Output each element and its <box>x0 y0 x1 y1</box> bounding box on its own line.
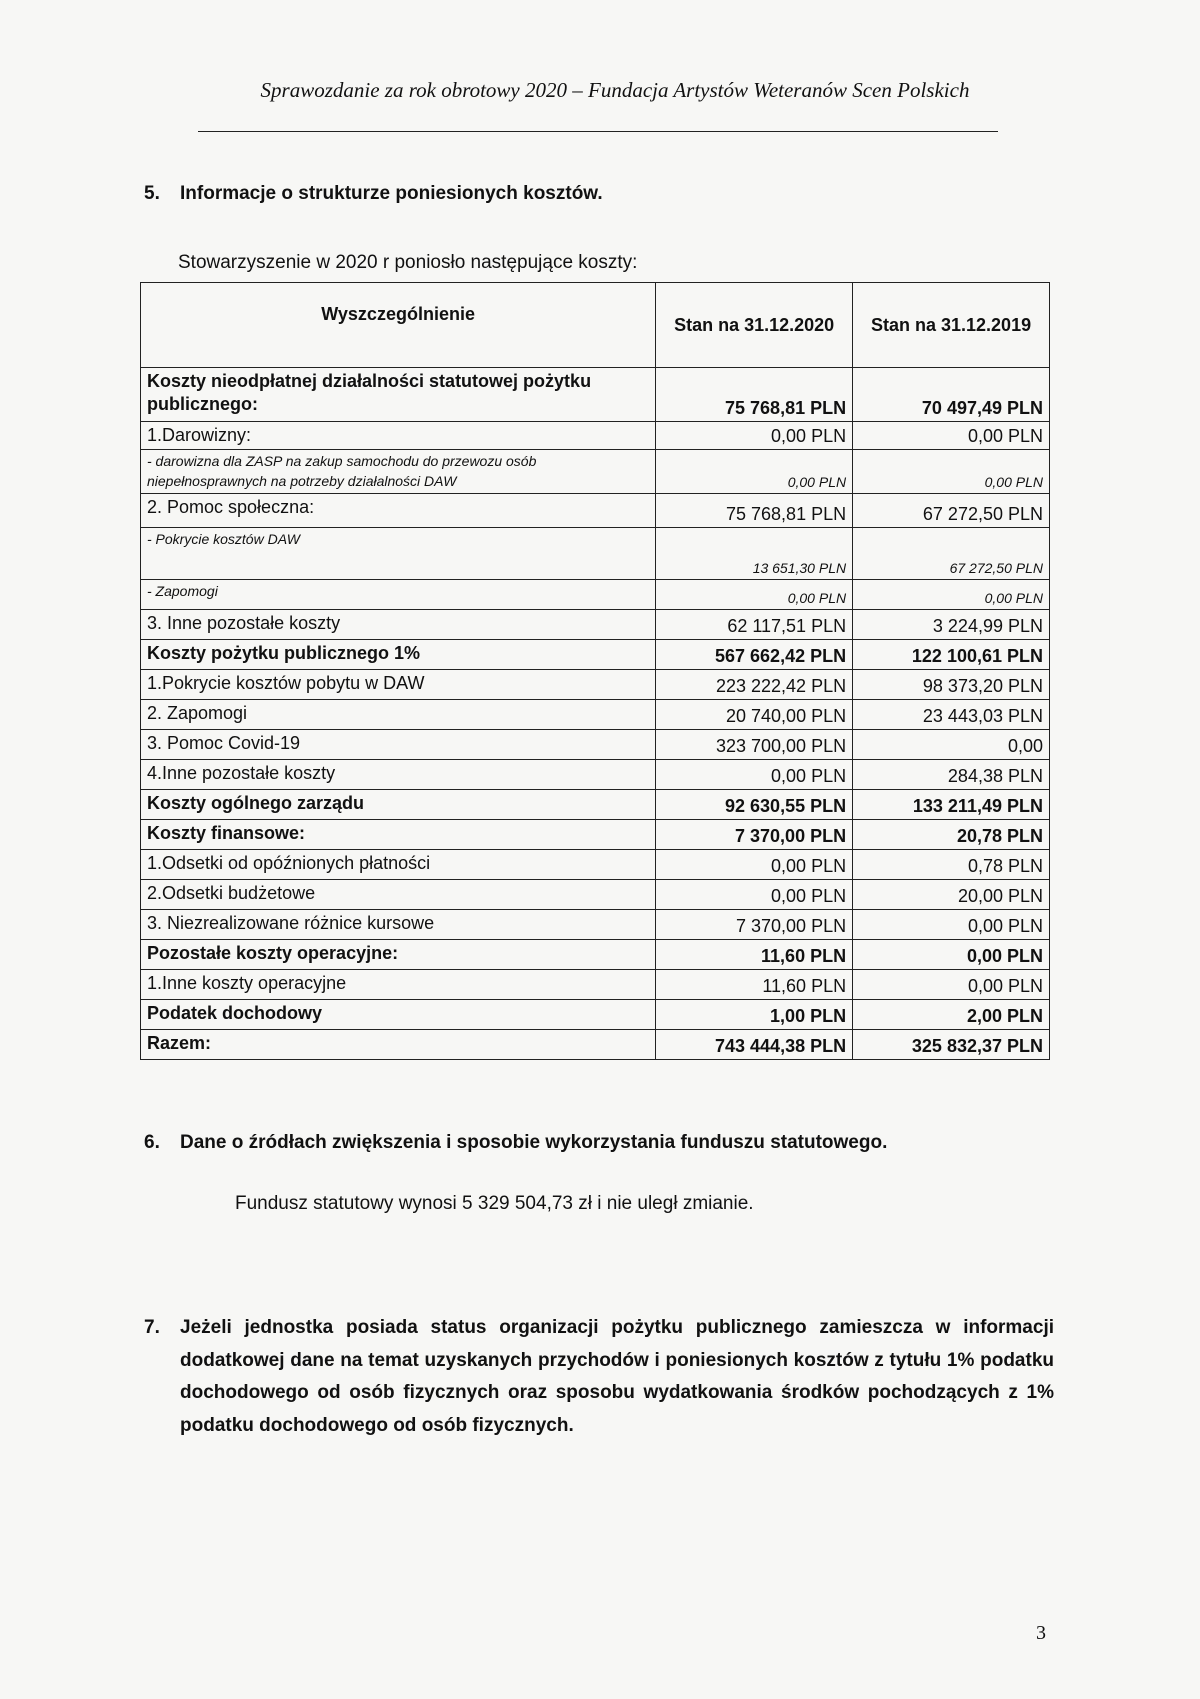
value-2019: 0,00 PLN <box>853 910 1050 940</box>
value-2020: 13 651,30 PLN <box>656 528 853 580</box>
row-label: Koszty finansowe: <box>141 820 656 850</box>
row-label: Podatek dochodowy <box>141 1000 656 1030</box>
table-row <box>141 970 1050 1000</box>
row-label: 3. Inne pozostałe koszty <box>141 610 656 640</box>
column-header-description: Wyszczególnienie <box>141 283 656 368</box>
section-6-number: 6. <box>144 1132 160 1153</box>
row-label: Pozostałe koszty operacyjne: <box>141 940 656 970</box>
value-2020: 567 662,42 PLN <box>656 640 853 670</box>
table-row <box>141 1000 1050 1030</box>
table-row <box>141 910 1050 940</box>
value-2019: 70 497,49 PLN <box>853 368 1050 422</box>
table-row <box>141 422 1050 450</box>
row-label: 1.Inne koszty operacyjne <box>141 970 656 1000</box>
value-2020: 0,00 PLN <box>656 450 853 494</box>
column-header-2019: Stan na 31.12.2019 <box>853 283 1050 368</box>
table-row <box>141 880 1050 910</box>
table-row <box>141 670 1050 700</box>
table-row <box>141 1030 1050 1060</box>
value-2020: 7 370,00 PLN <box>656 820 853 850</box>
table-row <box>141 940 1050 970</box>
header-rule <box>198 131 998 132</box>
value-2019: 0,00 PLN <box>853 450 1050 494</box>
row-label: 1.Darowizny: <box>141 422 656 450</box>
value-2020: 1,00 PLN <box>656 1000 853 1030</box>
page-number: 3 <box>1036 1622 1046 1644</box>
value-2020: 0,00 PLN <box>656 880 853 910</box>
document-header: Sprawozdanie za rok obrotowy 2020 – Fundacja Artystów Weteranów Scen Polskich <box>260 78 970 102</box>
value-2019: 0,00 PLN <box>853 422 1050 450</box>
row-label: 1.Odsetki od opóźnionych płatności <box>141 850 656 880</box>
row-label: 1.Pokrycie kosztów pobytu w DAW <box>141 670 656 700</box>
value-2020: 0,00 PLN <box>656 760 853 790</box>
row-label: 2.Odsetki budżetowe <box>141 880 656 910</box>
value-2020: 62 117,51 PLN <box>656 610 853 640</box>
value-2020: 0,00 PLN <box>656 422 853 450</box>
section-7 <box>144 1312 1054 1443</box>
section-5-number: 5. <box>144 183 160 204</box>
table-row <box>141 730 1050 760</box>
row-label: - Zapomogi <box>141 580 656 610</box>
costs-table-body <box>141 368 1050 1060</box>
table-row <box>141 450 1050 494</box>
section-7-text: Jeżeli jednostka posiada status organizacji pożytku publicznego zamieszcza w informacji dodatkowej dane na temat uzyskanych przychodów i poniesionych kosztów z tytułu 1% podatku dochodowego od osób fizycznych oraz sposobu wydatkowania środków pochodzących z 1% podatku dochodowego od osób fizycznych. <box>180 1317 1054 1437</box>
value-2019: 2,00 PLN <box>853 1000 1050 1030</box>
table-row <box>141 580 1050 610</box>
table-row <box>141 640 1050 670</box>
costs-table-header-row <box>141 283 1050 368</box>
row-label: Koszty ogólnego zarządu <box>141 790 656 820</box>
value-2020: 0,00 PLN <box>656 580 853 610</box>
section-6-heading <box>144 1132 887 1154</box>
value-2019: 67 272,50 PLN <box>853 528 1050 580</box>
value-2019: 67 272,50 PLN <box>853 494 1050 528</box>
table-row <box>141 760 1050 790</box>
value-2020: 0,00 PLN <box>656 850 853 880</box>
value-2020: 75 768,81 PLN <box>656 368 853 422</box>
row-label: 3. Niezrealizowane różnice kursowe <box>141 910 656 940</box>
value-2019: 98 373,20 PLN <box>853 670 1050 700</box>
value-2019: 0,00 PLN <box>853 940 1050 970</box>
value-2020: 11,60 PLN <box>656 940 853 970</box>
column-header-2020: Stan na 31.12.2020 <box>656 283 853 368</box>
row-label: 2. Pomoc społeczna: <box>141 494 656 528</box>
table-row <box>141 700 1050 730</box>
table-row <box>141 820 1050 850</box>
value-2019: 284,38 PLN <box>853 760 1050 790</box>
value-2019: 325 832,37 PLN <box>853 1030 1050 1060</box>
value-2019: 20,78 PLN <box>853 820 1050 850</box>
statutory-fund-text: Fundusz statutowy wynosi 5 329 504,73 zł i nie uległ zmianie. <box>235 1193 754 1214</box>
value-2019: 0,00 <box>853 730 1050 760</box>
row-label: - Pokrycie kosztów DAW <box>141 528 656 580</box>
value-2020: 75 768,81 PLN <box>656 494 853 528</box>
row-label: Koszty pożytku publicznego 1% <box>141 640 656 670</box>
section-6-title: Dane o źródłach zwiększenia i sposobie wykorzystania funduszu statutowego. <box>180 1132 888 1153</box>
value-2019: 3 224,99 PLN <box>853 610 1050 640</box>
value-2019: 0,78 PLN <box>853 850 1050 880</box>
table-row <box>141 850 1050 880</box>
value-2019: 0,00 PLN <box>853 580 1050 610</box>
value-2020: 20 740,00 PLN <box>656 700 853 730</box>
row-label: Razem: <box>141 1030 656 1060</box>
value-2019: 23 443,03 PLN <box>853 700 1050 730</box>
value-2019: 133 211,49 PLN <box>853 790 1050 820</box>
table-row <box>141 790 1050 820</box>
row-label: 2. Zapomogi <box>141 700 656 730</box>
row-label: 4.Inne pozostałe koszty <box>141 760 656 790</box>
value-2020: 11,60 PLN <box>656 970 853 1000</box>
value-2019: 122 100,61 PLN <box>853 640 1050 670</box>
table-row <box>141 528 1050 580</box>
value-2019: 0,00 PLN <box>853 970 1050 1000</box>
table-row <box>141 610 1050 640</box>
section-7-number: 7. <box>144 1317 160 1338</box>
row-label: - darowizna dla ZASP na zakup samochodu do przewozu osób niepełnosprawnych na potrzeby działalności DAW <box>141 450 656 494</box>
costs-table <box>140 282 1050 1060</box>
value-2019: 20,00 PLN <box>853 880 1050 910</box>
table-row <box>141 368 1050 422</box>
row-label: 3. Pomoc Covid-19 <box>141 730 656 760</box>
costs-intro: Stowarzyszenie w 2020 r poniosło następujące koszty: <box>178 252 638 273</box>
value-2020: 743 444,38 PLN <box>656 1030 853 1060</box>
value-2020: 92 630,55 PLN <box>656 790 853 820</box>
row-label: Koszty nieodpłatnej działalności statutowej pożytku publicznego: <box>141 368 656 422</box>
value-2020: 323 700,00 PLN <box>656 730 853 760</box>
section-5-title: Informacje o strukturze poniesionych kosztów. <box>180 183 603 204</box>
value-2020: 223 222,42 PLN <box>656 670 853 700</box>
section-5-heading <box>144 183 603 205</box>
value-2020: 7 370,00 PLN <box>656 910 853 940</box>
table-row <box>141 494 1050 528</box>
